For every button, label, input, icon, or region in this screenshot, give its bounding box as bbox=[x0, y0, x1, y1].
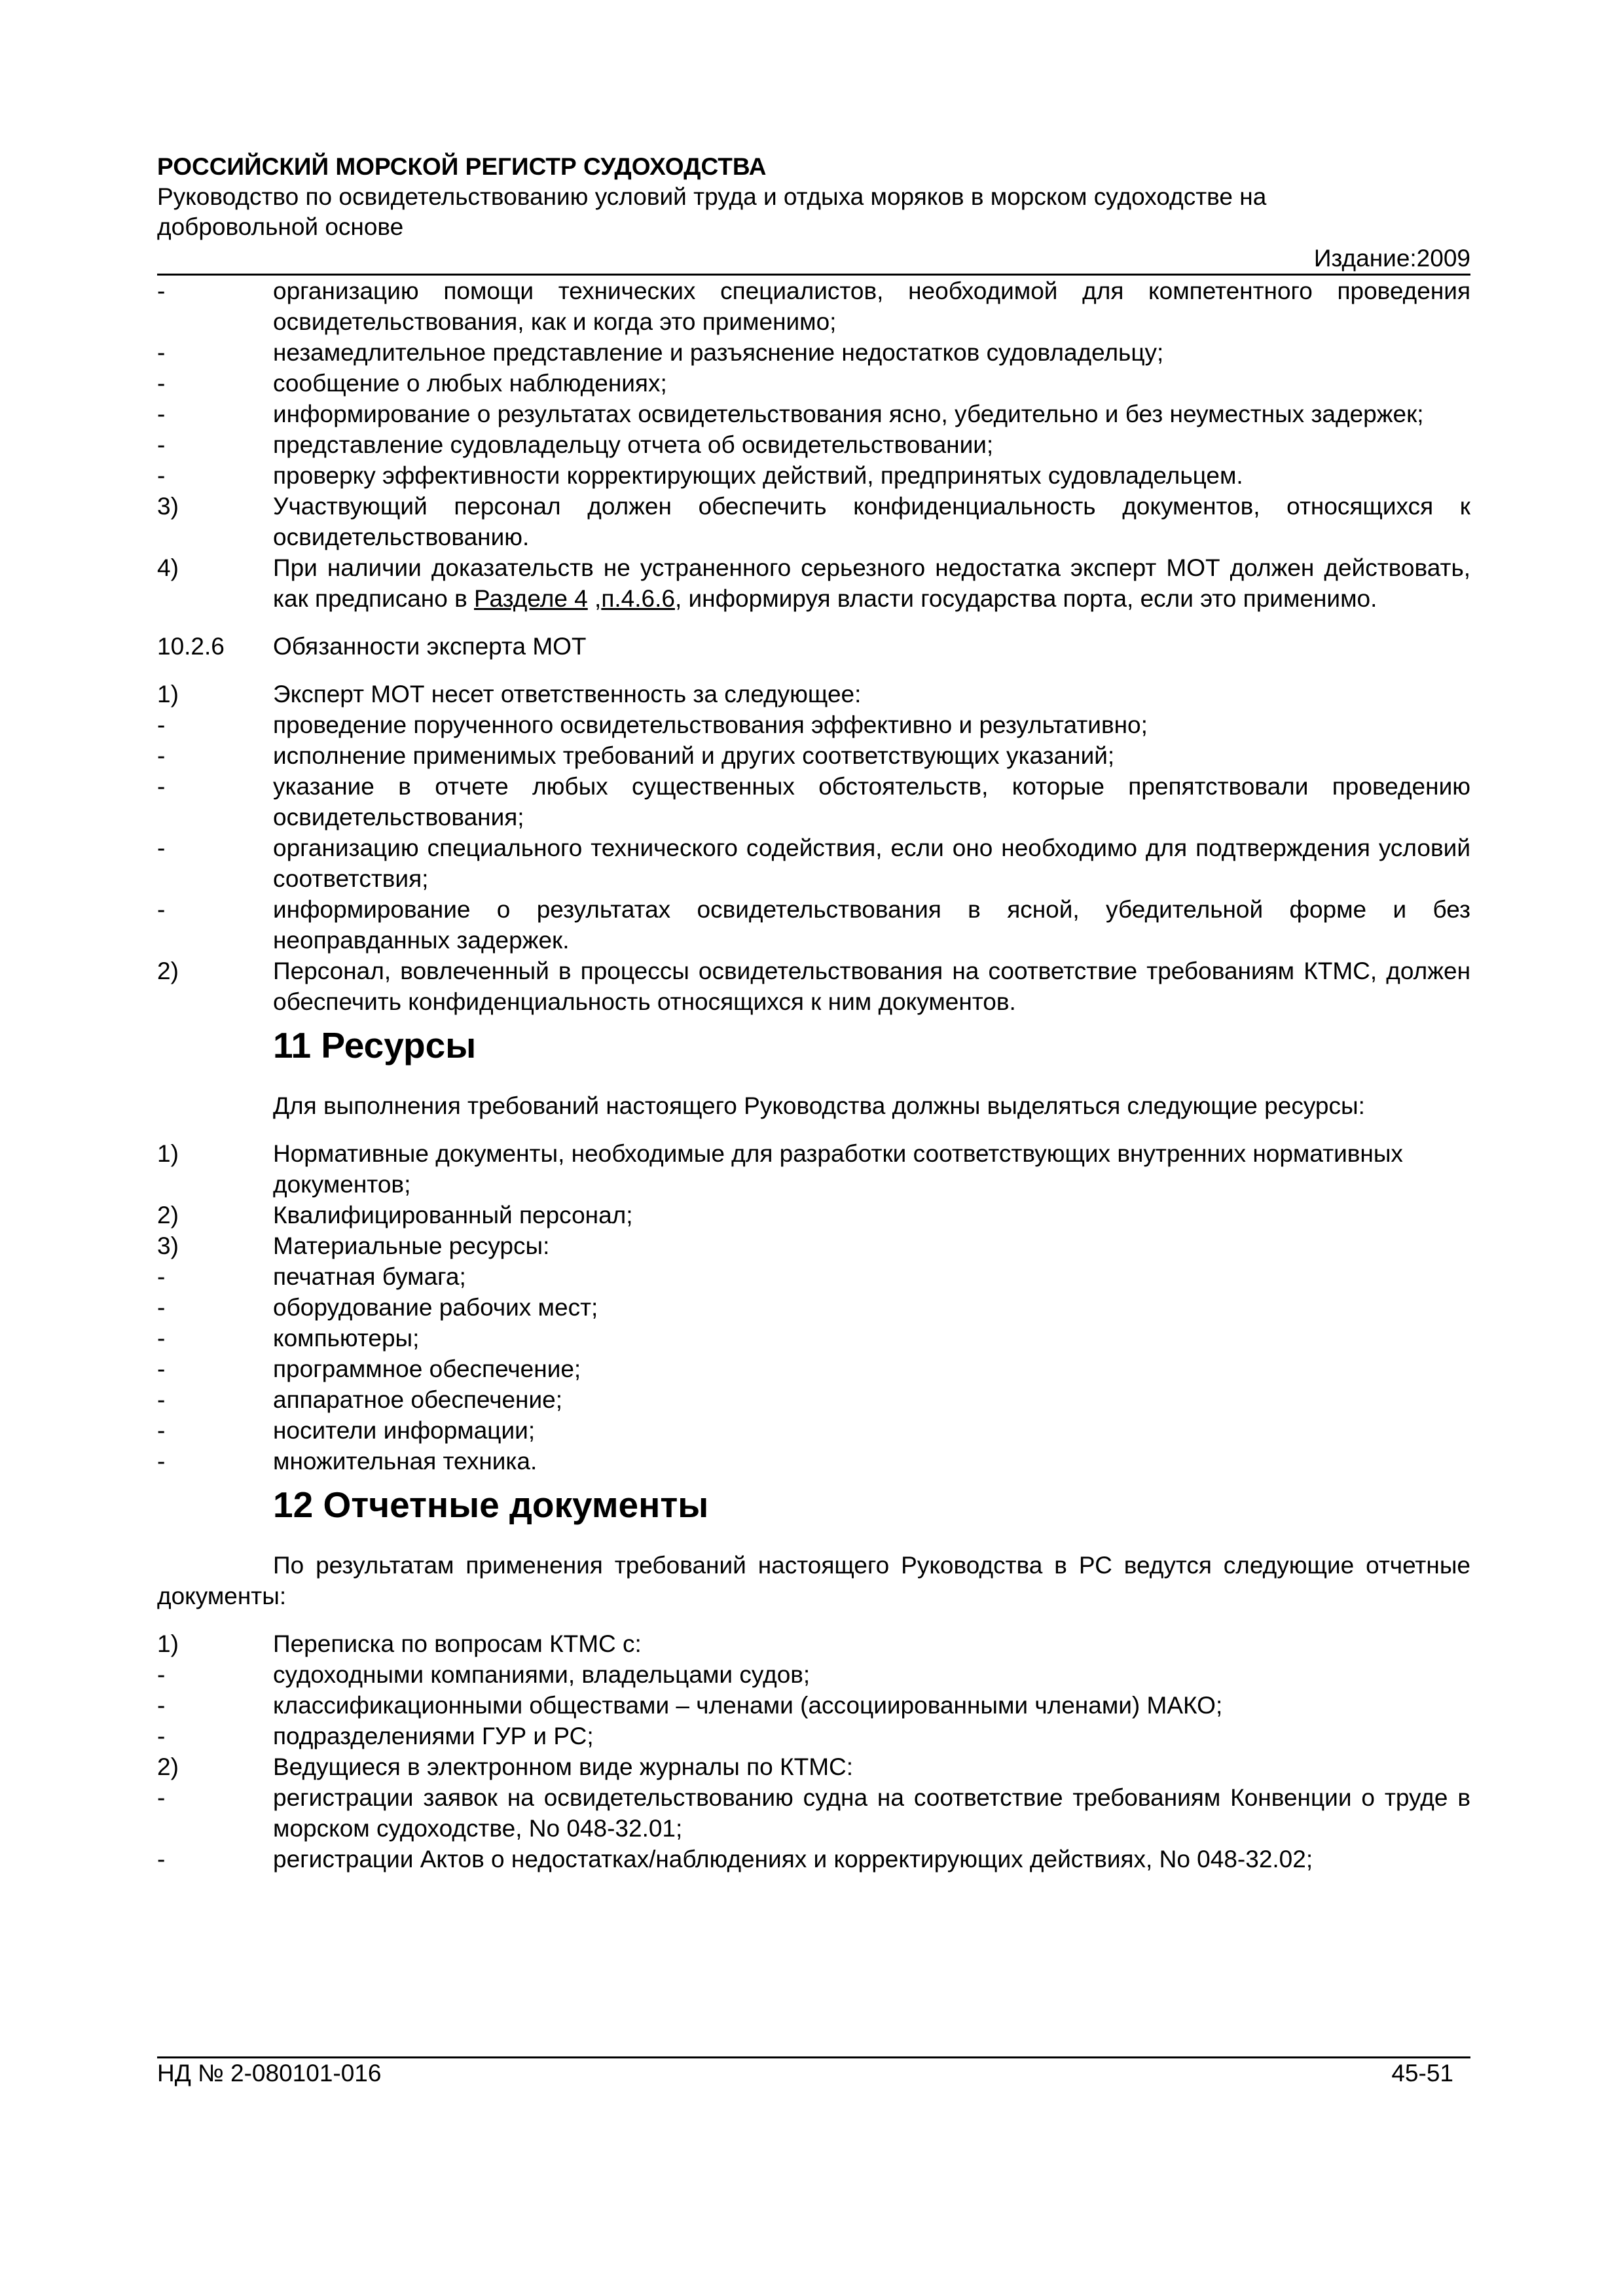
list-text: представление судовладельцу отчета об освидетельствовании; bbox=[273, 431, 994, 458]
subsection-number: 10.2.6 bbox=[157, 633, 225, 660]
list-item bbox=[157, 709, 1470, 740]
list-text: незамедлительное представление и разъяснение недостатков судовладельцу; bbox=[273, 339, 1164, 366]
list-text: сообщение о любых наблюдениях; bbox=[273, 370, 667, 397]
list-marker: - bbox=[157, 1846, 166, 1873]
list-text: компьютеры; bbox=[273, 1325, 420, 1352]
list-marker: - bbox=[157, 370, 166, 397]
list-item bbox=[157, 460, 1470, 491]
edition-label: Издание:2009 bbox=[1313, 245, 1470, 272]
list-text: Ведущиеся в электронном виде журналы по КТМС: bbox=[273, 1753, 854, 1780]
list-text: проверку эффективности корректирующих действий, предпринятых судовладельцем. bbox=[273, 462, 1243, 489]
list-item bbox=[157, 740, 1470, 771]
list-item bbox=[157, 894, 1470, 956]
list-text: программное обеспечение; bbox=[273, 1355, 581, 1382]
list-marker: - bbox=[157, 278, 166, 304]
subsection-title: Обязанности эксперта МОТ bbox=[273, 633, 587, 660]
list-text: проведение порученного освидетельствования эффективно и результативно; bbox=[273, 711, 1148, 738]
list-item bbox=[157, 276, 1470, 337]
subsection-heading bbox=[157, 631, 1470, 662]
list-text: носители информации; bbox=[273, 1417, 536, 1444]
list-marker: 2) bbox=[157, 958, 179, 984]
list-marker: - bbox=[157, 1661, 166, 1688]
list-text: регистрации Актов о недостатках/наблюдениях и корректирующих действиях, No 048-32.02; bbox=[273, 1846, 1313, 1873]
list-marker: 1) bbox=[157, 681, 179, 708]
list-text: оборудование рабочих мест; bbox=[273, 1294, 598, 1321]
list-text: Участвующий персонал должен обеспечить конфиденциальность документов, относящихся к освидетельствованию. bbox=[273, 493, 1470, 550]
list-marker: - bbox=[157, 1294, 166, 1321]
list-text: печатная бумага; bbox=[273, 1263, 466, 1290]
page-number: 45-51 bbox=[1391, 2060, 1453, 2087]
list-block-1 bbox=[157, 276, 1470, 614]
list-item bbox=[157, 771, 1470, 833]
list-text: Нормативные документы, необходимые для разработки соответствующих внутренних нормативных документов; bbox=[273, 1140, 1403, 1198]
list-marker: - bbox=[157, 1325, 166, 1352]
list-text: судоходными компаниями, владельцами судов; bbox=[273, 1661, 811, 1688]
list-item bbox=[157, 491, 1470, 552]
item4-text-end: , информируя власти государства порта, если это применимо. bbox=[674, 585, 1377, 612]
list-item bbox=[157, 956, 1470, 1017]
list-marker: 1) bbox=[157, 1140, 179, 1167]
list-item bbox=[157, 429, 1470, 460]
list-marker: - bbox=[157, 1417, 166, 1444]
list-marker: 3) bbox=[157, 1232, 179, 1259]
list-text: подразделениями ГУР и РС; bbox=[273, 1723, 594, 1749]
list-text: организацию специального технического содействия, если оно необходимо для подтверждения условий соответствия; bbox=[273, 834, 1470, 892]
list-marker: 4) bbox=[157, 554, 179, 581]
section-12-heading: 12 Отчетные документы bbox=[273, 1484, 709, 1525]
list-marker: - bbox=[157, 773, 166, 800]
list-item bbox=[157, 1721, 1470, 1751]
list-text: Персонал, вовлеченный в процессы освидетельствования на соответствие требованиям КТМС, должен обеспечить конфиденциальность относящихся к ним документов. bbox=[273, 958, 1470, 1015]
page-footer bbox=[157, 2056, 1453, 2089]
list-marker: - bbox=[157, 834, 166, 861]
section-11-heading: 11 Ресурсы bbox=[273, 1025, 477, 1066]
list-item bbox=[157, 1415, 1470, 1446]
list-item bbox=[157, 679, 1470, 709]
list-item bbox=[157, 1628, 1470, 1659]
list-text: регистрации заявок на освидетельствованию судна на соответствие требованиям Конвенции о труде в морском судоходстве, No 048-32.01; bbox=[273, 1784, 1470, 1842]
list-item-4 bbox=[157, 552, 1470, 614]
list-marker: - bbox=[157, 1263, 166, 1290]
list-item bbox=[157, 1446, 1470, 1477]
list-item bbox=[157, 1782, 1470, 1844]
list-text bbox=[273, 552, 1470, 614]
list-marker: - bbox=[157, 462, 166, 489]
list-text: классификационными обществами – членами (ассоциированными членами) МАКО; bbox=[273, 1692, 1223, 1719]
list-marker: 3) bbox=[157, 493, 179, 520]
list-marker: - bbox=[157, 896, 166, 923]
section-11-list bbox=[157, 1138, 1470, 1477]
list-item bbox=[157, 368, 1470, 399]
list-item bbox=[157, 1354, 1470, 1384]
list-marker: - bbox=[157, 431, 166, 458]
list-item bbox=[157, 1200, 1470, 1230]
clause-4-6-6-link[interactable]: п.4.6.6 bbox=[601, 585, 675, 612]
list-text: организацию помощи технических специалистов, необходимой для компетентного проведения освидетельствования, как и когда это применимо; bbox=[273, 278, 1470, 335]
list-item bbox=[157, 1384, 1470, 1415]
list-item bbox=[157, 1261, 1470, 1292]
list-marker: 2) bbox=[157, 1202, 179, 1229]
list-text: Квалифицированный персонал; bbox=[273, 1202, 633, 1229]
list-text: множительная техника. bbox=[273, 1448, 538, 1475]
list-marker: - bbox=[157, 339, 166, 366]
list-text: аппаратное обеспечение; bbox=[273, 1386, 563, 1413]
list-marker: - bbox=[157, 742, 166, 769]
list-item bbox=[157, 1844, 1470, 1874]
list-item bbox=[157, 1230, 1470, 1261]
list-text: исполнение применимых требований и других соответствующих указаний; bbox=[273, 742, 1115, 769]
list-marker: - bbox=[157, 401, 166, 427]
list-marker: 1) bbox=[157, 1630, 179, 1657]
list-item bbox=[157, 1292, 1470, 1323]
list-text: Эксперт МОТ несет ответственность за следующее: bbox=[273, 681, 862, 708]
item4-text-start: При наличии доказательств не устраненного серьезного недостатка эксперт МОТ должен действовать, как предписано в bbox=[273, 554, 1470, 612]
doc-subtitle-line-1: Руководство по освидетельствованию условий труда и отдыха моряков в морском судоходстве на bbox=[157, 183, 1267, 210]
list-item bbox=[157, 399, 1470, 429]
list-item bbox=[157, 1323, 1470, 1354]
list-item bbox=[157, 1751, 1470, 1782]
list-marker: - bbox=[157, 1448, 166, 1475]
list-marker: - bbox=[157, 1386, 166, 1413]
list-text: информирование о результатах освидетельствования ясно, убедительно и без неуместных задержек; bbox=[273, 401, 1424, 427]
org-title: РОССИЙСКИЙ МОРСКОЙ РЕГИСТР СУДОХОДСТВА bbox=[157, 153, 767, 180]
list-text: Материальные ресурсы: bbox=[273, 1232, 550, 1259]
section-11-intro: Для выполнения требований настоящего Руководства должны выделяться следующие ресурсы: bbox=[273, 1092, 1365, 1119]
list-text: информирование о результатах освидетельствования в ясной, убедительной форме и без неоправданных задержек. bbox=[273, 896, 1470, 954]
list-marker: - bbox=[157, 1692, 166, 1719]
section-4-link[interactable]: Разделе 4 bbox=[474, 585, 588, 612]
list-marker: - bbox=[157, 711, 166, 738]
list-item bbox=[157, 337, 1470, 368]
list-item bbox=[157, 833, 1470, 894]
section-12-list bbox=[157, 1628, 1470, 1874]
list-marker: 2) bbox=[157, 1753, 179, 1780]
item4-separator: , bbox=[587, 585, 602, 612]
section-12-intro: По результатам применения требований настоящего Руководства в РС ведутся следующие отчетные документы: bbox=[157, 1552, 1470, 1609]
list-item bbox=[157, 1690, 1470, 1721]
list-text: Переписка по вопросам КТМС с: bbox=[273, 1630, 642, 1657]
list-item bbox=[157, 1138, 1470, 1200]
doc-subtitle-line-2: добровольной основе bbox=[157, 213, 404, 240]
body-content bbox=[157, 276, 1470, 1874]
list-marker: - bbox=[157, 1355, 166, 1382]
document-page bbox=[157, 152, 1470, 1874]
doc-number: НД № 2-080101-016 bbox=[157, 2060, 382, 2087]
list-text: указание в отчете любых существенных обстоятельств, которые препятствовали проведению освидетельствования; bbox=[273, 773, 1470, 831]
list-marker: - bbox=[157, 1723, 166, 1749]
list-item bbox=[157, 1659, 1470, 1690]
list-marker: - bbox=[157, 1784, 166, 1811]
list-block-2 bbox=[157, 679, 1470, 1017]
